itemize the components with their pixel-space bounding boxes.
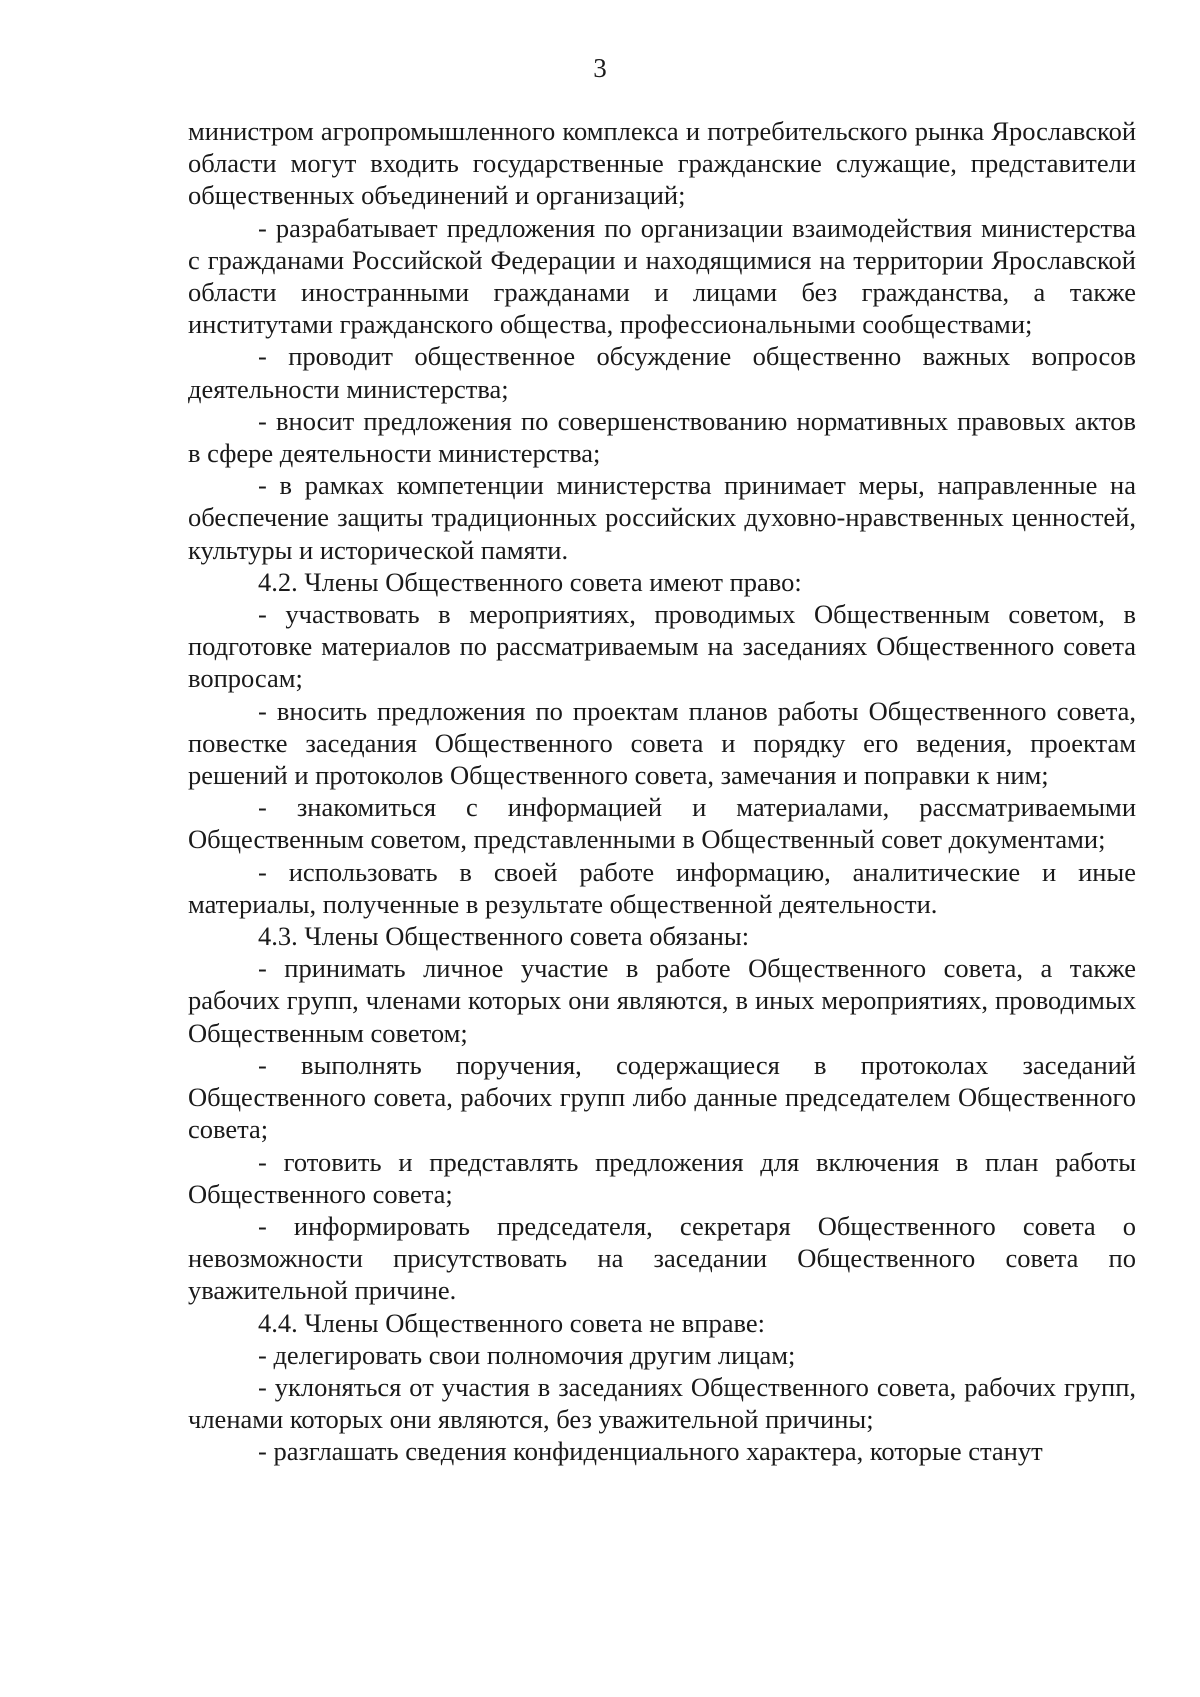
paragraph: 4.2. Члены Общественного совета имеют право: [258,566,802,597]
paragraph: - принимать личное участие в работе Общественного совета, а также рабочих групп, членами которых они являются, в иных мероприятиях, проводимых Общественным советом; [188,953,1136,1048]
paragraph: - разглашать сведения конфиденциального характера, которые станут [258,1436,1043,1467]
paragraph: - уклоняться от участия в заседаниях Общественного совета, рабочих групп, членами которых они являются, без уважительной причины; [188,1371,1136,1435]
paragraph: - выполнять поручения, содержащиеся в протоколах заседаний Общественного совета, рабочих групп либо данные председателем Общественного совета; [188,1049,1136,1145]
paragraph: 4.4. Члены Общественного совета не вправе: [258,1307,765,1338]
paragraph: - вносит предложения по совершенствованию нормативных правовых актов в сфере деятельности министерства; [188,405,1136,469]
paragraph: министром агропромышленного комплекса и потребительского рынка Ярославской области могут входить государственные гражданские служащие, представители общественных объединений и организаций; [188,116,1136,211]
paragraph: - в рамках компетенции министерства принимает меры, направленные на обеспечение защиты традиционных российских духовно-нравственных ценностей, культуры и исторической памяти. [188,470,1136,565]
paragraph: - проводит общественное обсуждение общественно важных вопросов деятельности министерства; [188,341,1136,404]
paragraph: - информировать председателя, секретаря Общественного совета о невозможности присутствовать на заседании Общественного совета по уважительной причине. [188,1210,1136,1306]
document-body [188,115,1136,1468]
paragraph: - знакомиться с информацией и материалами, рассматриваемыми Общественным советом, представленными в Общественный совет документами; [188,792,1136,855]
paragraph: - делегировать свои полномочия другим лицам; [258,1339,796,1370]
paragraph: - разрабатывает предложения по организации взаимодействия министерства с гражданами Российской Федерации и находящимися на территории Ярославской области иностранными гражданами и лицами без гражданства, а также институтами гражданского общества, профессиональными сообществами; [188,212,1136,340]
paragraph: - использовать в своей работе информацию, аналитические и иные материалы, полученные в результате общественной деятельности. [188,856,1136,919]
paragraph: - участвовать в мероприятиях, проводимых Общественным советом, в подготовке материалов по рассматриваемым на заседаниях Общественного совета вопросам; [188,599,1136,694]
paragraph: - готовить и представлять предложения для включения в план работы Общественного совета; [188,1146,1136,1209]
paragraph: 4.3. Члены Общественного совета обязаны: [258,921,750,952]
page-number: 3 [593,53,607,83]
paragraph: - вносить предложения по проектам планов работы Общественного совета, повестке заседания Общественного совета и порядку его ведения, проектам решений и протоколов Общественного совета, замечания и поправки к ним; [188,695,1136,791]
